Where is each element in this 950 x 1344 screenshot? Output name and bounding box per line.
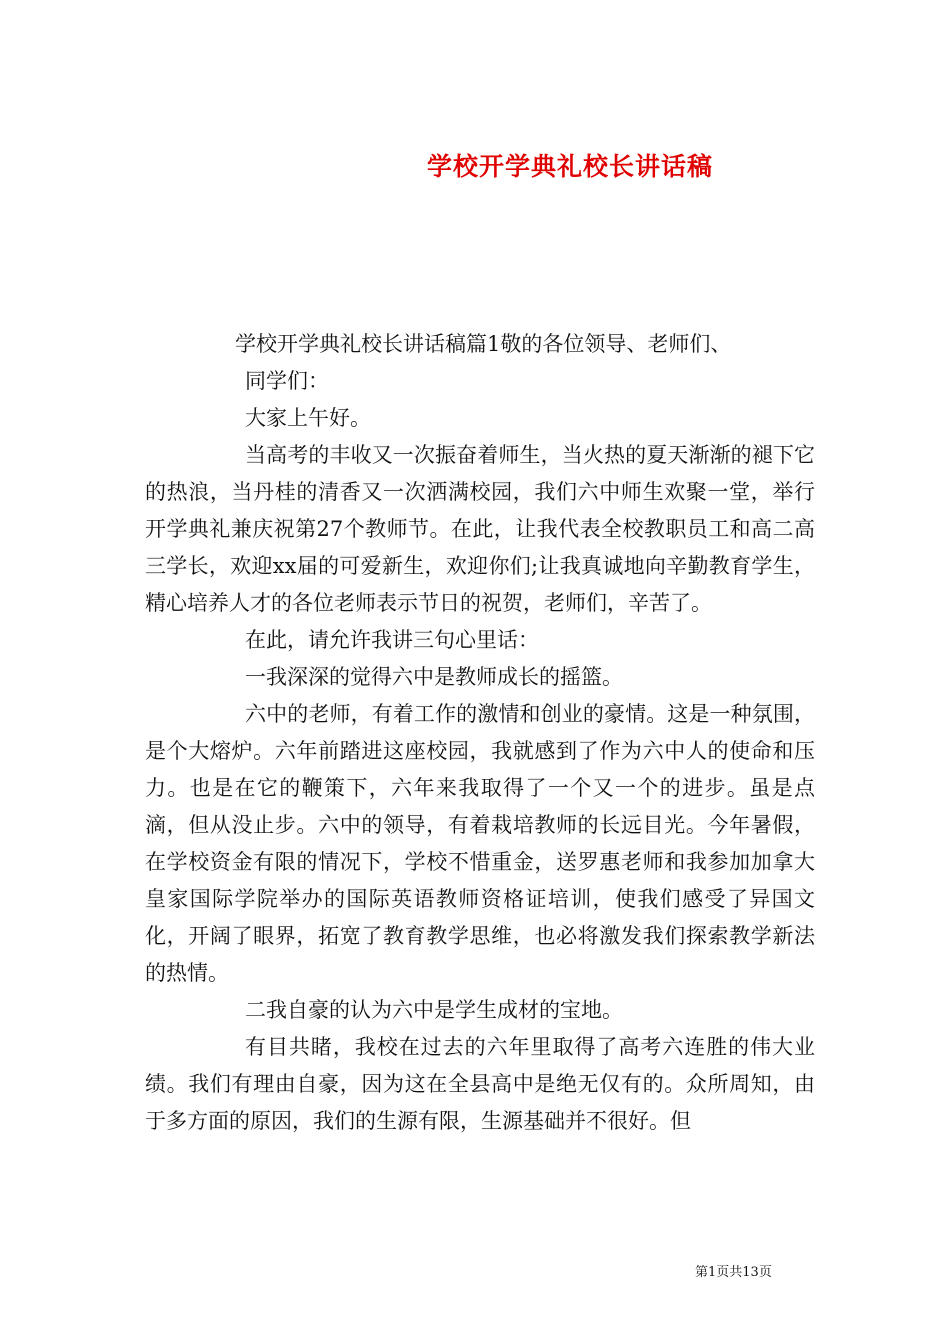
document-title: 学校开学典礼校长讲话稿: [426, 151, 713, 181]
page-footer: 第1页共13页: [695, 1265, 772, 1280]
document-body: [145, 326, 815, 1140]
body-paragraph-1: 当高考的丰收又一次振奋着师生，当火热的夏天渐渐的褪下它的热浪，当丹桂的清香又一次洒满校园，我们六中师生欢聚一堂，举行开学典礼兼庆祝第27个教师节。在此，让我代表全校教职员工和高二高三学长，欢迎xx届的可爱新生，欢迎你们;让我真诚地向辛勤教育学生，精心培养人才的各位老师表示节日的祝贺，老师们，辛苦了。: [145, 443, 815, 615]
body-paragraph-5: 二我自豪的认为六中是学生成材的宝地。: [245, 998, 623, 1022]
hello-paragraph: 大家上午好。: [245, 406, 371, 430]
body-paragraph-6: 有目共睹，我校在过去的六年里取得了高考六连胜的伟大业绩。我们有理由自豪，因为这在全县高中是绝无仅有的。众所周知，由于多方面的原因，我们的生源有限，生源基础并不很好。但: [145, 1035, 815, 1133]
greeting-paragraph: 同学们：: [245, 369, 329, 393]
body-paragraph-4: 六中的老师，有着工作的激情和创业的豪情。这是一种氛围，是个大熔炉。六年前踏进这座校园，我就感到了作为六中人的使命和压力。也是在它的鞭策下，六年来我取得了一个又一个的进步。虽是点滴，但从没止步。六中的领导，有着栽培教师的长远目光。今年暑假，在学校资金有限的情况下，学校不惜重金，送罗惠老师和我参加加拿大皇家国际学院举办的国际英语教师资格证培训，使我们感受了异国文化，开阔了眼界，拓宽了教育教学思维，也必将激发我们探索教学新法的热情。: [145, 702, 815, 985]
body-paragraph-3: 一我深深的觉得六中是教师成长的摇篮。: [245, 665, 623, 689]
intro-paragraph: 学校开学典礼校长讲话稿篇1敬的各位领导、老师们、: [235, 332, 732, 356]
body-paragraph-2: 在此，请允许我讲三句心里话：: [245, 628, 539, 652]
